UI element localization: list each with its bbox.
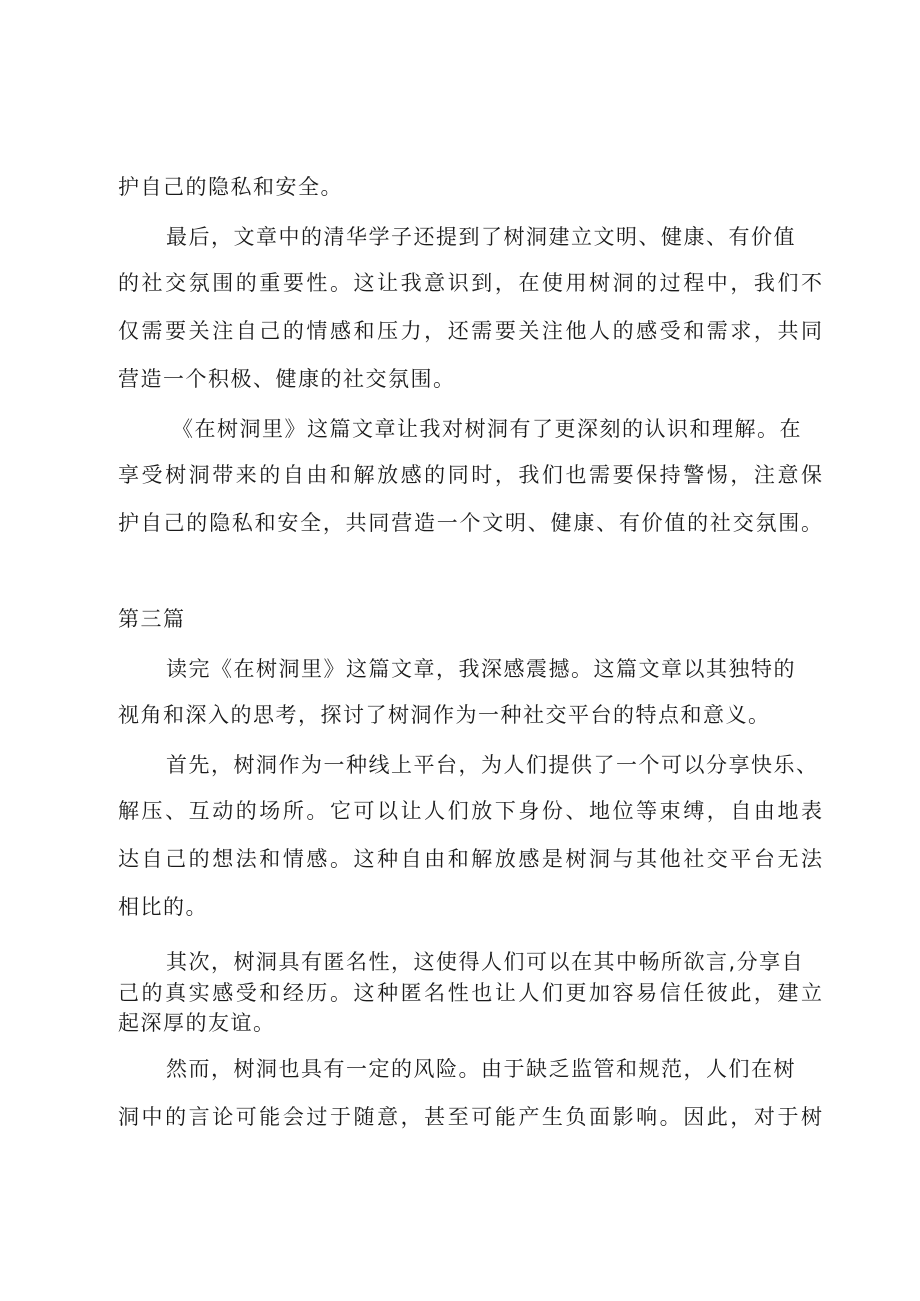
text-line: 护自己的隐私和安全，共同营造一个文明、健康、有价值的社交氛围。 (118, 511, 822, 535)
text-line: 起深厚的友谊。 (118, 1011, 276, 1035)
section-heading: 第三篇 (118, 607, 186, 631)
text-line: 然而，树洞也具有一定的风险。由于缺乏监管和规范，人们在树 (166, 1057, 796, 1081)
text-line: 最后，文章中的清华学子还提到了树洞建立文明、健康、有价值 (166, 225, 796, 249)
text-line: 相比的。 (118, 895, 208, 919)
text-line: 仅需要关注自己的情感和压力，还需要关注他人的感受和需求，共同 (118, 319, 822, 343)
text-line: 首先，树洞作为一种线上平台，为人们提供了一个可以分享快乐、 (166, 753, 819, 777)
text-line: 的社交氛围的重要性。这让我意识到，在使用树洞的过程中，我们不 (118, 271, 822, 295)
text-line: 解压、互动的场所。它可以让人们放下身份、地位等束缚，自由地表 (118, 799, 822, 823)
text-line: 护自己的隐私和安全。 (118, 175, 343, 199)
text-line: 《在树洞里》这篇文章让我对树洞有了更深刻的认识和理解。在 (172, 417, 802, 441)
text-line: 达自己的想法和情感。这种自由和解放感是树洞与其他社交平台无法 (118, 847, 822, 871)
text-line: 视角和深入的思考，探讨了树洞作为一种社交平台的特点和意义。 (118, 703, 771, 727)
text-line: 享受树洞带来的自由和解放感的同时，我们也需要保持警惕，注意保 (118, 463, 822, 487)
text-line: 营造一个积极、健康的社交氛围。 (118, 367, 456, 391)
text-line: 其次，树洞具有匿名性，这使得人们可以在其中畅所欲言,分享自 (166, 950, 805, 974)
text-line: 己的真实感受和经历。这种匿名性也让人们更加容易信任彼此，建立 (118, 981, 822, 1005)
text-line: 读完《在树洞里》这篇文章，我深感震撼。这篇文章以其独特的 (166, 657, 796, 681)
text-line: 洞中的言论可能会过于随意，甚至可能产生负面影响。因此，对于树 (118, 1105, 822, 1129)
